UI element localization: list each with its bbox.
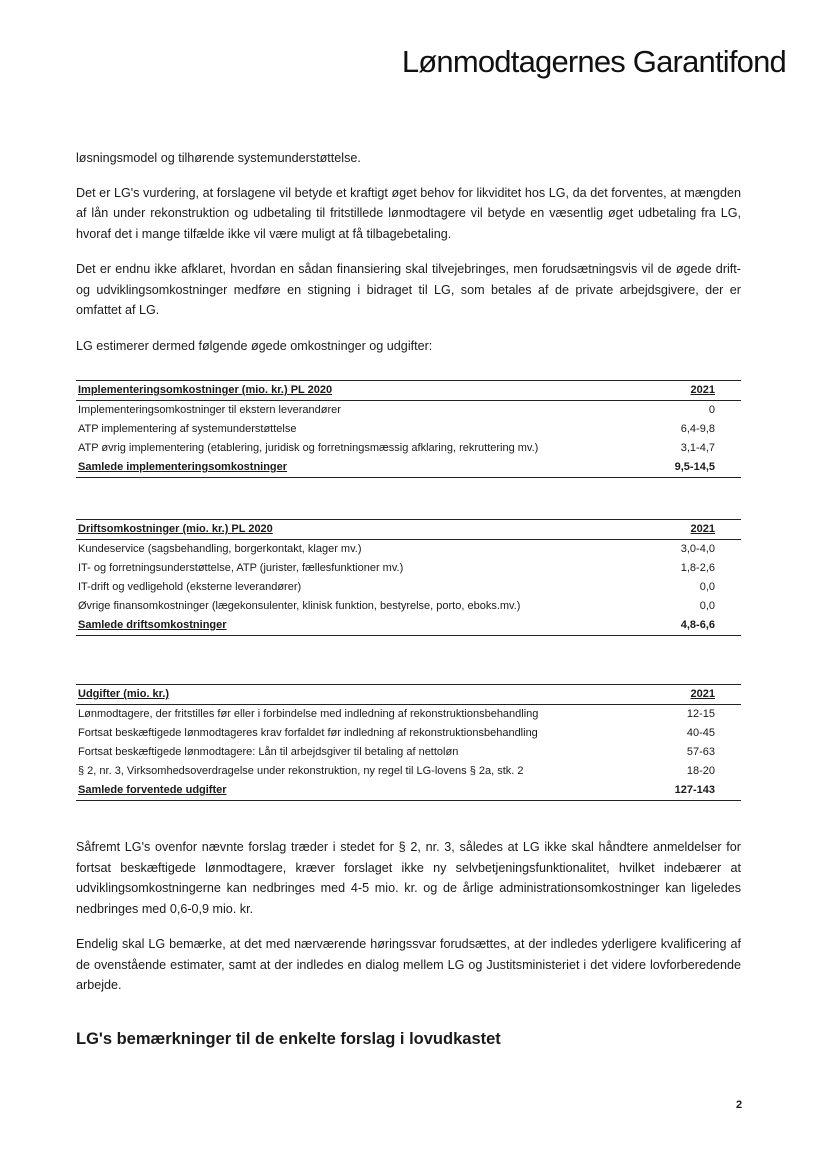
total-value: 4,8-6,6 (643, 616, 741, 636)
table-total-row (76, 458, 741, 478)
row-label: Fortsat beskæftigede lønmodtagere: Lån til arbejdsgiver til betaling af nettoløn (78, 746, 459, 758)
table-row (76, 559, 741, 578)
row-value: 0,0 (699, 600, 715, 612)
table-total-row (76, 616, 741, 636)
table-total-row (76, 781, 741, 801)
row-value: 3,0-4,0 (680, 543, 715, 555)
row-label: IT- og forretningsunderstøttelse, ATP (jurister, fællesfunktioner mv.) (78, 562, 404, 574)
row-value: 1,8-2,6 (680, 562, 715, 574)
row-value: 18-20 (686, 765, 715, 777)
total-label: Samlede implementeringsomkostninger (76, 458, 643, 478)
table-row (76, 743, 741, 762)
document-body (76, 148, 741, 1049)
table-header-year: 2021 (643, 685, 741, 705)
row-label: § 2, nr. 3, Virksomhedsoverdragelse under rekonstruktion, ny regel til LG-lovens § 2a, stk. 2 (78, 765, 524, 777)
implementation-costs-table (76, 380, 741, 478)
table-row (76, 597, 741, 616)
paragraph-3: LG estimerer dermed følgende øgede omkostninger og udgifter: (76, 338, 433, 353)
table-header-label: Driftsomkostninger (mio. kr.) PL 2020 (76, 520, 643, 540)
expenses-table (76, 684, 741, 801)
table-row (76, 439, 741, 458)
row-label: IT-drift og vedligehold (eksterne leverandører) (78, 581, 302, 593)
paragraph-4: Såfremt LG's ovenfor nævnte forslag træder i stedet for § 2, nr. 3, således at LG ikke skal håndtere anmeldelser for fortsat beskæftigede lønmodtagere, kræver forslaget ikke ny selvbetjeningsfunktionalitet, hvilket indebærer at udviklingsomkostningerne kan nedbringes med 4-5 mio. kr. og de årlige administrationsomkostninger kan ligeledes nedbringes med 0,6-0,9 mio. kr. (76, 840, 741, 916)
page-number: 2 (736, 1099, 743, 1111)
table-header-label: Udgifter (mio. kr.) (76, 685, 643, 705)
row-value: 40-45 (686, 727, 715, 739)
row-label: Kundeservice (sagsbehandling, borgerkontakt, klager mv.) (78, 543, 362, 555)
table-row (76, 540, 741, 560)
table-header-label: Implementeringsomkostninger (mio. kr.) PL 2020 (76, 381, 643, 401)
table-header-year: 2021 (643, 520, 741, 540)
table-row (76, 578, 741, 597)
row-label: Lønmodtagere, der fritstilles før eller i forbindelse med indledning af rekonstruktionsbehandling (78, 708, 539, 720)
operating-costs-table (76, 519, 741, 636)
table-row (76, 724, 741, 743)
row-value: 0,0 (699, 581, 715, 593)
row-value: 57-63 (686, 746, 715, 758)
row-value: 12-15 (686, 708, 715, 720)
table-row (76, 762, 741, 781)
row-label: ATP implementering af systemunderstøttelse (78, 423, 297, 435)
table-header-year: 2021 (643, 381, 741, 401)
table-header-row (76, 520, 741, 540)
row-label: Implementeringsomkostninger til ekstern leverandører (78, 404, 341, 416)
table-row (76, 420, 741, 439)
row-label: ATP øvrig implementering (etablering, juridisk og forretningsmæssig afklaring, rekruttering mv.) (78, 442, 539, 454)
paragraph-2: Det er endnu ikke afklaret, hvordan en sådan finansiering skal tilvejebringes, men forudsætningsvis vil de øgede drift- og udviklingsomkostninger medføre en stigning i bidraget til LG, som betales af de private arbejdsgivere, der er omfattet af LG. (76, 262, 741, 317)
table-row (76, 705, 741, 725)
table-header-row (76, 685, 741, 705)
row-value: 0 (708, 404, 715, 416)
table-header-row (76, 381, 741, 401)
logo-text: Lønmodtagernes Garantifond (401, 44, 786, 79)
paragraph-5: Endelig skal LG bemærke, at det med nærværende høringssvar forudsættes, at der indledes yderligere kvalificering af de ovenstående estimater, samt at der indledes en dialog mellem LG og Justitsministeriet i det videre lovforberedende arbejde. (76, 937, 741, 992)
table-row (76, 401, 741, 421)
row-label: Øvrige finansomkostninger (lægekonsulenter, klinisk funktion, bestyrelse, porto, eboks.mv.) (78, 600, 521, 612)
paragraph-0: løsningsmodel og tilhørende systemunderstøttelse. (76, 151, 361, 165)
total-label: Samlede forventede udgifter (76, 781, 643, 801)
total-value: 127-143 (643, 781, 741, 801)
row-value: 6,4-9,8 (680, 423, 715, 435)
paragraph-1: Det er LG's vurdering, at forslagene vil betyde et kraftigt øget behov for likviditet hos LG, da det forventes, at mængden af lån under rekonstruktion og udbetaling til fritstillede lønmodtagere vil betyde en væsentlig øget udbetaling fra LG, hvoraf det i mange tilfælde ikke vil være muligt at få tilbagebetaling. (76, 185, 741, 241)
row-value: 3,1-4,7 (680, 442, 715, 454)
section-heading: LG's bemærkninger til de enkelte forslag i lovudkastet (76, 1029, 501, 1048)
total-label: Samlede driftsomkostninger (76, 616, 643, 636)
row-label: Fortsat beskæftigede lønmodtageres krav forfaldet før indledning af rekonstruktionsbehandling (78, 727, 538, 739)
total-value: 9,5-14,5 (643, 458, 741, 478)
